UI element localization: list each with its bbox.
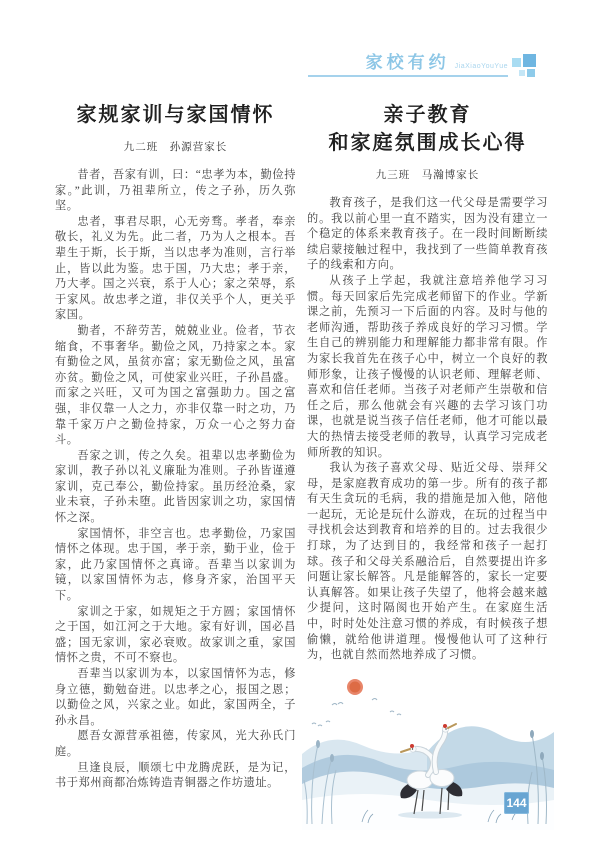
right-article-byline: 九三班 马瀚博家长 <box>375 170 480 181</box>
ornament-square <box>512 58 521 67</box>
page-header <box>308 54 547 84</box>
page-number-badge: 144 <box>504 792 529 814</box>
paragraph: 吾家之训，传之久矣。祖辈以忠孝勤俭为家训，教子孙以礼义廉耻为准则。子孙皆谨遵家训，克己奉公，勤俭持家。虽历经沧桑，家业未衰，子孙未堕。此皆因家训之功，家国情怀之深。 <box>55 449 296 525</box>
paragraph: 愿吾女源营承祖德，传家风，光大孙氏门庭。 <box>55 730 296 758</box>
pixel-squares-ornament <box>511 54 547 84</box>
right-article-title-line2: 和家庭氛围成长心得 <box>328 132 527 154</box>
paragraph: 吾辈当以家训为本，以家国情怀为志，修身立德，勤勉奋进。以忠孝之心，报国之恩；以勤俭之风，兴家之业。如此，家国两全，子孙永昌。 <box>55 668 296 727</box>
paragraph: 昔者，吾家有训，曰：“忠孝为本，勤俭持家。”此训，乃祖辈所立，传之子孙，历久弥坚。 <box>55 169 296 213</box>
right-article-title-line1: 亲子教育 <box>383 104 472 126</box>
ornament-square <box>523 54 536 67</box>
paragraph: 忠者，事君尽职，心无旁骛。孝者，奉亲敬长，礼义为先。此二者，乃为人之根本。吾辈生于斯，长于斯，当以忠孝为准则，言行举止，皆以此为鉴。忠于国，乃大忠；孝于亲，乃大孝。国之兴衰，系于人心；家之荣辱，系于家风。故忠孝之道，非仅关乎个人，更关乎家国。 <box>55 215 296 322</box>
header-rule <box>308 54 508 77</box>
column-brand-title: 家校有约 <box>365 53 450 72</box>
right-article-title <box>307 101 548 157</box>
left-article <box>55 97 296 830</box>
paragraph: 从孩子上学起，我就注意培养他学习习惯。每天回家后先完成老师留下的作业。学新课之前，先预习一下后面的内容。及时与他的老师沟通，帮助孩子养成良好的学习习惯。学生自己的辨别能力和理解能力都非常有限。作为家长我首先在孩子心中，树立一个良好的教师形象，让孩子慢慢的认识老师、理解老师、喜欢和信任老师。当孩子对老师产生崇敬和信任之后，那么他就会有兴趣的去学习该门功课，也就是说当孩子信任老师，他才可能以最大的热情去接受老师的教导，认真学习完成老师所教的知识。 <box>307 274 548 459</box>
paragraph: 教育孩子，是我们这一代父母是需要学习的。我以前心里一直不踏实，因为没有建立一个稳定的体系来教育孩子。在一段时间断断续续启蒙接触过程中，我找到了一些简单教育孩子的线索和方向。 <box>307 197 548 272</box>
left-article-title: 家规家训与家国情怀 <box>76 104 275 126</box>
paragraph: 家国情怀，非空言也。忠孝勤俭，乃家国情怀之体现。忠于国，孝于亲，勤于业，俭于家，此乃家国情怀之真谛。吾辈当以家训为镜，以家国情怀为志，修身齐家，治国平天下。 <box>55 527 296 603</box>
two-column-layout <box>55 97 548 830</box>
paragraph: 我认为孩子喜欢父母、贴近父母、崇拜父母，是家庭教育成功的第一步。所有的孩子都有天生贪玩的毛病，我的措施是加入他，陪他一起玩，无论是玩什么游戏，在玩的过程当中寻找机会达到教育和培养的目的。过去我很少打球，为了达到目的，我经常和孩子一起打球。孩子和父母关系融洽后，自然要提出许多问题让家长解答。凡是能解答的，家长一定要认真解答。如果让孩子失望了，他将会越来越少提问，这时隔阂也开始产生。在家庭生活中，时时处处注意习惯的养成，有时候孩子想偷懒，就给他讲道理。慢慢他认可了这种行为，也就自然而然地养成了习惯。 <box>307 462 548 662</box>
ornament-square <box>527 69 535 77</box>
paragraph: 家训之于家，如规矩之于方圆；家国情怀之于国，如江河之于大地。家有好训，国必昌盛；国无家训，家必衰败。故家训之重，家国情怀之贵，不可不察也。 <box>55 605 296 665</box>
left-article-body <box>55 168 296 792</box>
paragraph: 旦逢良辰，顺颂七中龙腾虎跃，是为记，书于郑州商都冶炼铸造青铜器之作坊遗址。 <box>55 761 296 790</box>
right-article <box>307 97 548 830</box>
paragraph: 勤者，不辞劳苦，兢兢业业。俭者，节衣缩食，不事奢华。勤俭之风，乃持家之本。家有勤俭之风，虽贫亦富；家无勤俭之风，虽富亦贫。勤俭之风，可使家业兴旺，子孙昌盛。而家之兴旺，又可为国之富强助力。国之富强，非仅靠一人之力，亦非仅靠一时之功，乃靠千家万户之勤俭持家，万众一心之努力奋斗。 <box>55 324 296 447</box>
right-article-body <box>307 196 548 664</box>
ornament-square <box>519 70 525 76</box>
birds-icon <box>312 698 401 726</box>
column-brand-pinyin: JiaXiaoYouYue <box>454 63 508 70</box>
left-article-byline: 九二班 孙源营家长 <box>123 142 228 153</box>
